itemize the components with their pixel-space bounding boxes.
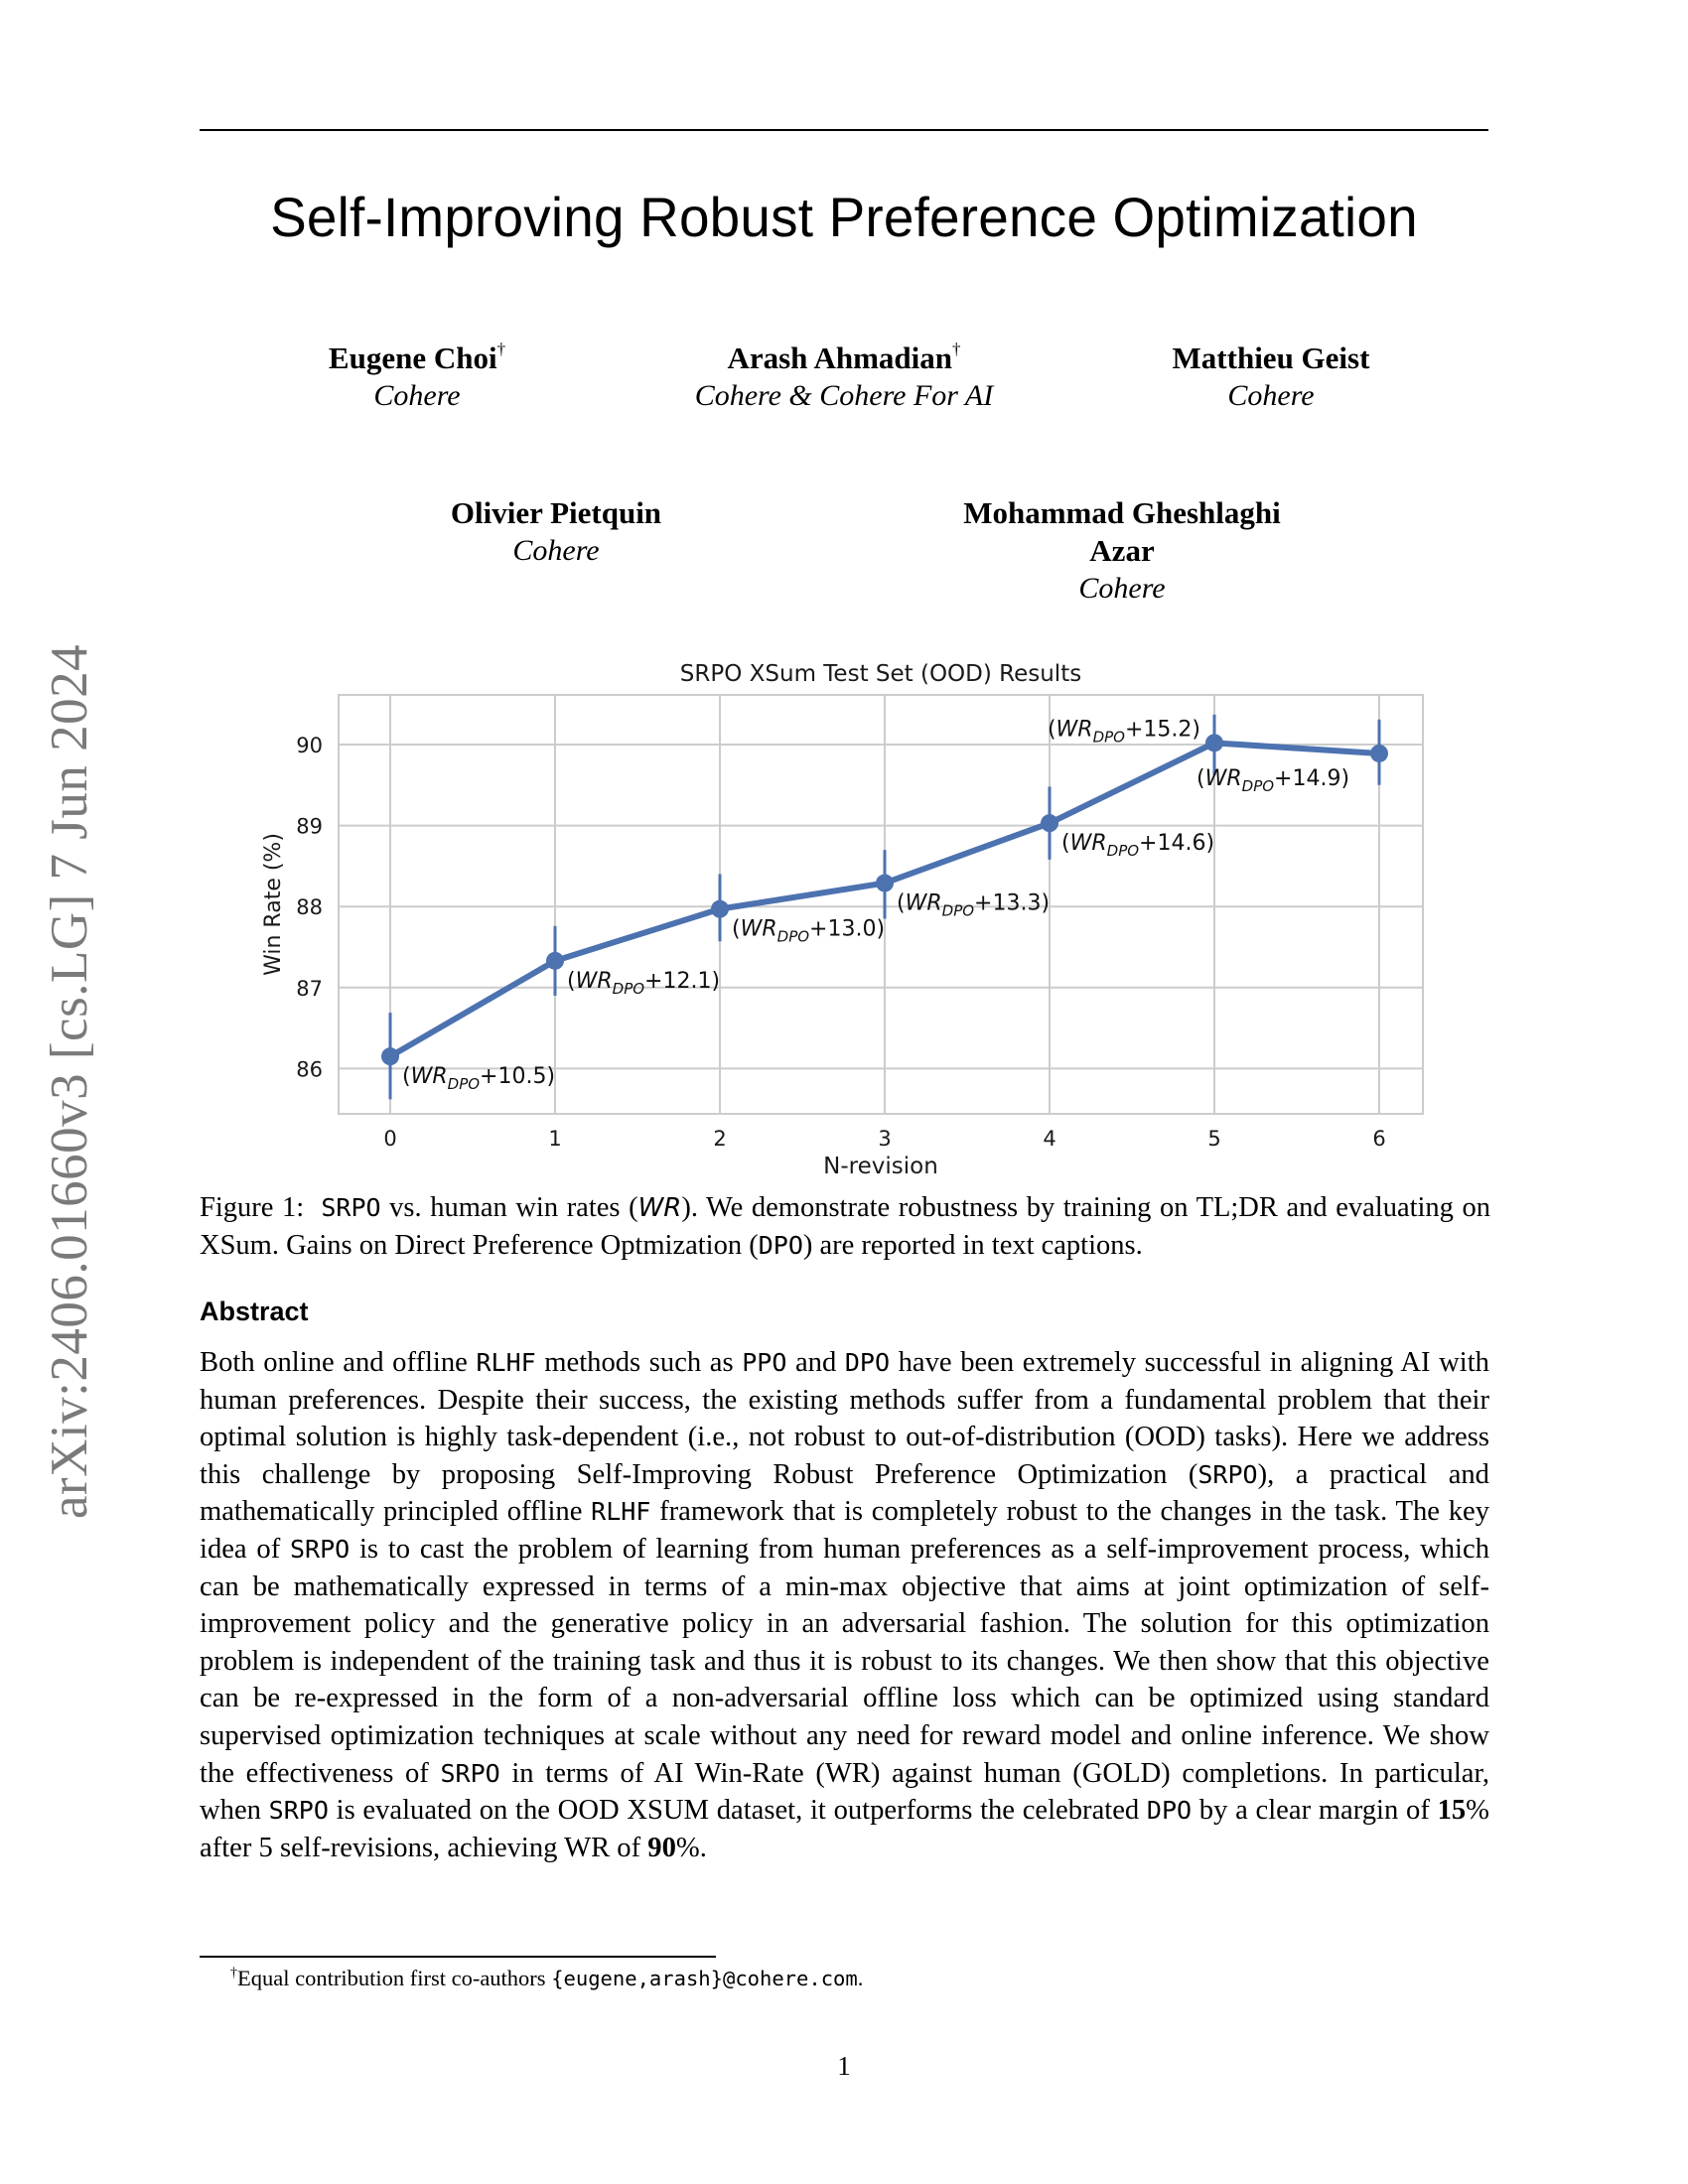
author-affiliation: Cohere (512, 534, 600, 567)
abstract-text: framework that is completely robust to the changes in the task. The key idea of (200, 1496, 1489, 1565)
arxiv-identifier-stamp: arXiv:2406.01660v3 [cs.LG] 7 Jun 2024 (41, 643, 98, 1519)
abstract-text: have been extremely successful in aligning AI with human preferences. Despite their success, the existing methods suffer from a fundamental problem that their optimal solution is highly task-dependent (i.e., not robust to out-of-distribution (OOD) tasks). Here we address this challenge by proposing Self-Improving Robust Preference Optimization ( (200, 1347, 1489, 1490)
author-affiliation: Cohere & Cohere For AI (694, 379, 994, 412)
x-tick-label: 3 (878, 1127, 892, 1151)
top-rule (200, 129, 1488, 131)
chart-title: SRPO XSum Test Set (OOD) Results (679, 661, 1082, 687)
x-tick-label: 0 (383, 1127, 397, 1151)
footnote-mark: † (230, 1966, 237, 1980)
author-block (1102, 340, 1440, 415)
data-point (1370, 745, 1388, 762)
error-bars (390, 715, 1379, 1100)
gain-annotation: $(WR_{DPO}+14.9)$ (1196, 765, 1350, 795)
abstract-text: by a clear margin of (1192, 1795, 1438, 1827)
caption-text: ) are reported in text captions. (802, 1230, 1143, 1261)
data-point (381, 1047, 399, 1065)
x-axis-label: N-revision (823, 1154, 938, 1179)
y-axis-ticks (296, 734, 323, 1081)
abstract-emphasis: 15 (1437, 1795, 1467, 1827)
author-affiliation: Cohere (373, 379, 461, 412)
x-tick-label: 6 (1372, 1127, 1386, 1151)
abstract-method-name: SRPO (1197, 1459, 1258, 1489)
abstract-text: Both online and offline (200, 1347, 477, 1378)
abstract-method-name: RLHF (476, 1348, 536, 1377)
paper-title: Self-Improving Robust Preference Optimization (270, 186, 1418, 248)
abstract-method-name: RLHF (591, 1497, 651, 1527)
gain-annotation: $(WR_{DPO}+13.3)$ (897, 890, 1051, 920)
data-point (546, 952, 564, 970)
abstract-text: is to cast the problem of learning from human preferences as a self-improvement process, which can be mathematically expressed in terms of a min-max objective that aims at joint optimization of self-improvement policy and the generative policy in an adversarial fashion. The solution for this optimization problem is independent of the training task and thus it is robust to its changes. We then show that this objective can be re-expressed in the form of a non-adversarial offline loss which can be optimized using standard supervised optimization techniques at scale without any need for reward model and online inference. We show the effectiveness of (200, 1533, 1489, 1789)
gain-annotation: $(WR_{DPO}+15.2)$ (1047, 717, 1200, 747)
footnote-text: Equal contribution first co-authors (237, 1966, 552, 1990)
abstract-text: methods such as (535, 1347, 743, 1378)
abstract-body (200, 1344, 1489, 1866)
y-tick-label: 89 (296, 814, 323, 839)
abstract-method-name: SRPO (268, 1796, 329, 1826)
abstract-method-name: DPO (1146, 1796, 1193, 1826)
plot-frame (339, 695, 1423, 1114)
footnote-end: . (857, 1966, 864, 1990)
y-tick-label: 90 (296, 734, 323, 757)
figure-caption (200, 1189, 1490, 1265)
abstract-text: is evaluated on the OOD XSUM dataset, it outperforms the celebrated (328, 1795, 1147, 1827)
abstract-method-name: DPO (844, 1348, 891, 1377)
data-point (1041, 814, 1058, 832)
equal-contribution-mark: † (952, 340, 961, 358)
y-tick-label: 88 (296, 895, 323, 920)
abstract-emphasis: 90 (647, 1832, 676, 1863)
y-tick-label: 86 (296, 1057, 323, 1082)
author-name: Matthieu Geist (1172, 341, 1370, 375)
footnote (230, 1966, 863, 1991)
data-point (711, 900, 729, 918)
author-block (635, 340, 1053, 415)
abstract-method-name: PPO (742, 1348, 787, 1377)
author-name-continued: Azar (1089, 533, 1155, 568)
footnote-email: {eugene,arash}@cohere.com (551, 1967, 858, 1990)
y-axis-label: Win Rate (%) (261, 833, 286, 976)
gain-annotation: $(WR_{DPO}+13.0)$ (732, 916, 886, 946)
abstract-text: in terms of AI Win-Rate (WR) against human (GOLD) completions. In particular, when (200, 1757, 1489, 1827)
author-name: Arash Ahmadian (727, 341, 953, 375)
equal-contribution-mark: † (496, 340, 506, 358)
data-point (876, 875, 894, 892)
author-affiliation: Cohere (1078, 572, 1166, 605)
author-block (377, 494, 735, 570)
caption-srpo: SRPO (321, 1193, 381, 1222)
footnote-rule (200, 1956, 716, 1958)
page-number: 1 (837, 2051, 851, 2081)
caption-text: ). We demonstrate robustness by training on TL;DR and evaluating on XSum. Gains on Direct Preference Optmization ( (200, 1192, 1491, 1261)
author-block (894, 494, 1350, 608)
abstract-text: ), a practical and mathematically principled offline (200, 1458, 1489, 1528)
abstract-text: %. (675, 1832, 707, 1863)
data-point (1205, 734, 1223, 751)
gain-annotation: $(WR_{DPO}+14.6)$ (1061, 831, 1215, 861)
author-name: Eugene Choi (328, 341, 497, 375)
x-axis-ticks (383, 1127, 1385, 1151)
author-name: Mohammad Gheshlaghi (963, 495, 1281, 530)
caption-label: Figure 1: (200, 1192, 305, 1223)
abstract-method-name: SRPO (290, 1534, 351, 1564)
gain-annotation: $(WR_{DPO}+10.5)$ (402, 1064, 556, 1094)
author-name: Olivier Pietquin (450, 495, 662, 530)
caption-wr: WR (637, 1193, 682, 1223)
x-tick-label: 1 (548, 1127, 562, 1151)
x-tick-label: 2 (713, 1127, 727, 1151)
chart-grid (339, 695, 1423, 1114)
abstract-heading: Abstract (200, 1297, 309, 1326)
x-tick-label: 4 (1043, 1127, 1056, 1151)
abstract-text: and (786, 1347, 845, 1378)
caption-dpo: DPO (758, 1231, 803, 1260)
y-tick-label: 87 (296, 976, 323, 1001)
data-point-markers (381, 734, 1388, 1065)
series-line-srpo (390, 743, 1379, 1056)
caption-text: vs. human win rates ( (380, 1192, 638, 1223)
gain-annotation: $(WR_{DPO}+12.1)$ (567, 968, 721, 998)
abstract-text: % after 5 self-revisions, achieving WR of (200, 1795, 1489, 1863)
gain-annotations (402, 717, 1349, 1093)
abstract-method-name: SRPO (440, 1758, 500, 1788)
author-affiliation: Cohere (1227, 379, 1315, 412)
x-tick-label: 5 (1207, 1127, 1221, 1151)
author-block (248, 340, 586, 415)
